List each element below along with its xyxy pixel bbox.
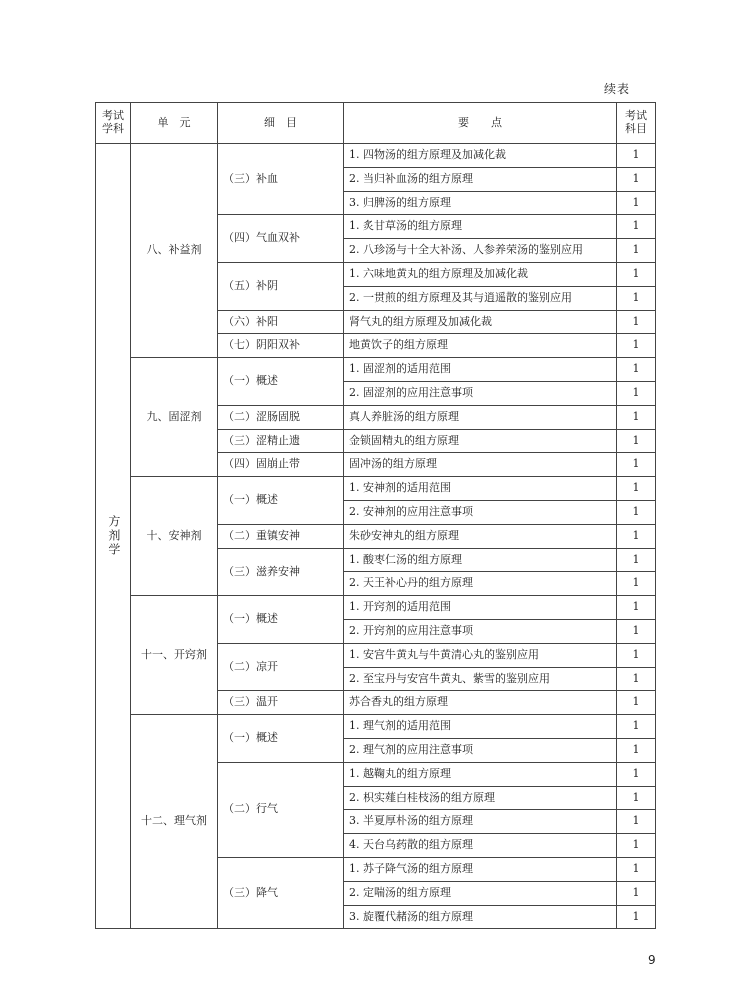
unit-cell: 十、安神剂 [131,477,218,596]
point-cell: 固冲汤的组方原理 [344,453,617,477]
level-cell: 1 [617,381,656,405]
level-cell: 1 [617,667,656,691]
level-cell: 1 [617,572,656,596]
table-body [96,144,656,929]
item-cell: （三）滋养安神 [218,548,344,596]
item-cell: （五）补阴 [218,262,344,310]
header-point: 要 点 [344,103,617,144]
point-cell: 2. 一贯煎的组方原理及其与逍遥散的鉴别应用 [344,286,617,310]
level-cell: 1 [617,548,656,572]
item-cell: （二）行气 [218,762,344,857]
level-cell: 1 [617,881,656,905]
point-cell: 2. 安神剂的应用注意事项 [344,500,617,524]
point-cell: 1. 四物汤的组方原理及加减化裁 [344,144,617,168]
point-cell: 1. 固涩剂的适用范围 [344,358,617,382]
level-cell: 1 [617,191,656,215]
point-cell: 1. 六味地黄丸的组方原理及加减化裁 [344,262,617,286]
level-cell: 1 [617,715,656,739]
item-cell: （三）温开 [218,691,344,715]
point-cell: 4. 天台乌药散的组方原理 [344,834,617,858]
point-cell: 朱砂安神丸的组方原理 [344,524,617,548]
item-cell: （一）概述 [218,477,344,525]
level-cell: 1 [617,810,656,834]
item-cell: （四）气血双补 [218,215,344,263]
point-cell: 1. 炙甘草汤的组方原理 [344,215,617,239]
point-cell: 1. 苏子降气汤的组方原理 [344,857,617,881]
point-cell: 金锁固精丸的组方原理 [344,429,617,453]
point-cell: 3. 旋覆代赭汤的组方原理 [344,905,617,929]
syllabus-table [95,102,656,929]
level-cell: 1 [617,738,656,762]
continuation-label: 续表 [604,82,631,96]
item-cell: （一）概述 [218,358,344,406]
point-cell: 2. 当归补血汤的组方原理 [344,167,617,191]
header-level: 考试科目 [617,103,656,144]
level-cell: 1 [617,358,656,382]
point-cell: 苏合香丸的组方原理 [344,691,617,715]
point-cell: 1. 酸枣仁汤的组方原理 [344,548,617,572]
table-row [96,358,656,382]
point-cell: 2. 至宝丹与安宫牛黄丸、紫雪的鉴别应用 [344,667,617,691]
level-cell: 1 [617,429,656,453]
item-cell: （二）涩肠固脱 [218,405,344,429]
item-cell: （三）补血 [218,144,344,215]
level-cell: 1 [617,215,656,239]
page-number: 9 [648,953,656,967]
level-cell: 1 [617,477,656,501]
point-cell: 2. 枳实薤白桂枝汤的组方原理 [344,786,617,810]
level-cell: 1 [617,857,656,881]
item-cell: （二）凉开 [218,643,344,691]
level-cell: 1 [617,167,656,191]
item-cell: （四）固崩止带 [218,453,344,477]
subject-cell: 方剂学 [96,144,131,929]
level-cell: 1 [617,524,656,548]
level-cell: 1 [617,144,656,168]
point-cell: 2. 固涩剂的应用注意事项 [344,381,617,405]
level-cell: 1 [617,691,656,715]
point-cell: 2. 开窍剂的应用注意事项 [344,619,617,643]
point-cell: 2. 定喘汤的组方原理 [344,881,617,905]
point-cell: 2. 理气剂的应用注意事项 [344,738,617,762]
level-cell: 1 [617,786,656,810]
point-cell: 3. 半夏厚朴汤的组方原理 [344,810,617,834]
table-row [96,715,656,739]
point-cell: 3. 归脾汤的组方原理 [344,191,617,215]
level-cell: 1 [617,453,656,477]
level-cell: 1 [617,834,656,858]
point-cell: 1. 越鞠丸的组方原理 [344,762,617,786]
level-cell: 1 [617,500,656,524]
item-cell: （一）概述 [218,715,344,763]
point-cell: 1. 开窍剂的适用范围 [344,596,617,620]
point-cell: 1. 理气剂的适用范围 [344,715,617,739]
point-cell: 1. 安神剂的适用范围 [344,477,617,501]
item-cell: （七）阴阳双补 [218,334,344,358]
level-cell: 1 [617,405,656,429]
level-cell: 1 [617,286,656,310]
header-item: 细 目 [218,103,344,144]
point-cell: 真人养脏汤的组方原理 [344,405,617,429]
level-cell: 1 [617,239,656,263]
unit-cell: 十二、理气剂 [131,715,218,929]
table-row [96,477,656,501]
level-cell: 1 [617,334,656,358]
point-cell: 肾气丸的组方原理及加减化裁 [344,310,617,334]
table-header-row [96,103,656,144]
item-cell: （二）重镇安神 [218,524,344,548]
unit-cell: 十一、开窍剂 [131,596,218,715]
item-cell: （三）涩精止遗 [218,429,344,453]
level-cell: 1 [617,619,656,643]
item-cell: （六）补阳 [218,310,344,334]
level-cell: 1 [617,905,656,929]
header-subject: 考试学科 [96,103,131,144]
item-cell: （三）降气 [218,857,344,928]
header-unit: 单 元 [131,103,218,144]
point-cell: 地黄饮子的组方原理 [344,334,617,358]
point-cell: 2. 八珍汤与十全大补汤、人参养荣汤的鉴别应用 [344,239,617,263]
level-cell: 1 [617,262,656,286]
point-cell: 1. 安宫牛黄丸与牛黄清心丸的鉴别应用 [344,643,617,667]
item-cell: （一）概述 [218,596,344,644]
level-cell: 1 [617,310,656,334]
unit-cell: 八、补益剂 [131,144,218,358]
level-cell: 1 [617,643,656,667]
unit-cell: 九、固涩剂 [131,358,218,477]
level-cell: 1 [617,596,656,620]
table-row [96,144,656,168]
level-cell: 1 [617,762,656,786]
point-cell: 2. 天王补心丹的组方原理 [344,572,617,596]
table-row [96,596,656,620]
